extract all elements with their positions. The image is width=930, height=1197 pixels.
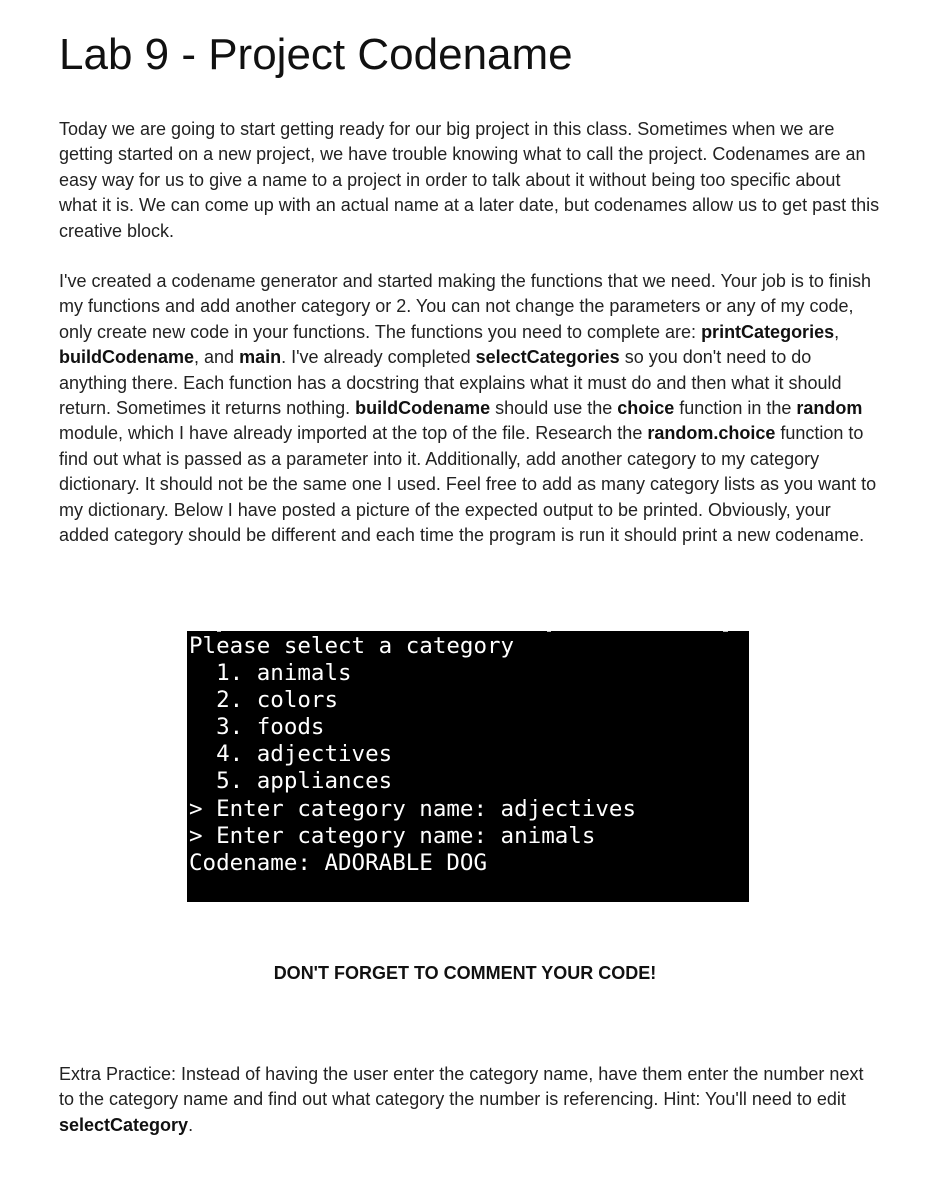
text-run: function in the [674, 398, 797, 419]
terminal-line: Please select a category [189, 633, 515, 659]
page-title: Lab 9 - Project Codename [59, 30, 573, 79]
function-name-buildCodename: buildCodename [59, 347, 195, 368]
function-name-choice: choice [617, 398, 675, 419]
instructions-paragraph [59, 269, 881, 548]
text-run: so you don't need to do anything there. Each function has a docstring that explains what it must do and then what it should return. Sometimes it returns nothing. [59, 347, 842, 419]
terminal-line: > Enter category name: animals [189, 822, 596, 849]
comment-reminder: DON'T FORGET TO COMMENT YOUR CODE! [273, 963, 657, 983]
terminal-line: 4. adjectives [189, 741, 393, 768]
function-name-main: main [239, 347, 282, 368]
terminal-line: 5. appliances [189, 768, 393, 795]
terminal-line: 2. colors [189, 687, 339, 714]
text-run: I've created a codename generator and started making the functions that we need. Your job is to finish my functions and add another category or 2. You can not change the parameters or any of my code, only create new code in your functions. The functions you need to complete are: [59, 271, 871, 342]
terminal-output-screenshot [187, 631, 749, 902]
function-name-random-choice: random.choice [647, 423, 776, 444]
function-name-selectCategories: selectCategories [475, 347, 620, 368]
text-run: module, which I have already imported at the top of the file. Research the [59, 423, 648, 444]
terminal-lines [187, 633, 636, 877]
text-run: function to find out what is passed as a parameter into it. Additionally, add another category to my category dictionary. It should not be the same one I used. Feel free to add as many category lists as you want to my dictionary. Below I have posted a picture of the expected output to be printed. Obviously, your added category should be different and each time the program is run it should print a new codename. [59, 423, 877, 546]
intro-paragraph: Today we are going to start getting ready for our big project in this class. Sometimes when we are getting started on a new project, we have trouble knowing what to call the project. Codenames are an easy way for us to give a name to a project in order to talk about it without being too specific about what it is. We can come up with an actual name at a later date, but codenames allow us to get past this creative block. [59, 119, 880, 241]
text-run: Extra Practice: Instead of having the user enter the category name, have them enter the number next to the category name and find out what category the number is referencing. Hint: You'll need to edit [59, 1064, 864, 1110]
text-run: , and [194, 347, 240, 368]
text-run: , [834, 321, 840, 342]
function-name-printCategories: printCategories [701, 321, 835, 342]
extra-practice-paragraph [59, 1062, 881, 1138]
terminal-line: 3. foods [189, 714, 325, 741]
text-run: . I've already completed [281, 347, 476, 368]
terminal-line: 1. animals [189, 660, 352, 687]
function-name-selectCategory: selectCategory [59, 1114, 189, 1135]
function-name-buildCodename-2: buildCodename [355, 398, 491, 419]
text-run: . [188, 1114, 194, 1135]
text-run: should use the [490, 398, 618, 419]
terminal-line: > Enter category name: adjectives [189, 795, 637, 822]
terminal-line: Codename: ADORABLE DOG [189, 849, 488, 876]
module-name-random: random [796, 398, 863, 419]
